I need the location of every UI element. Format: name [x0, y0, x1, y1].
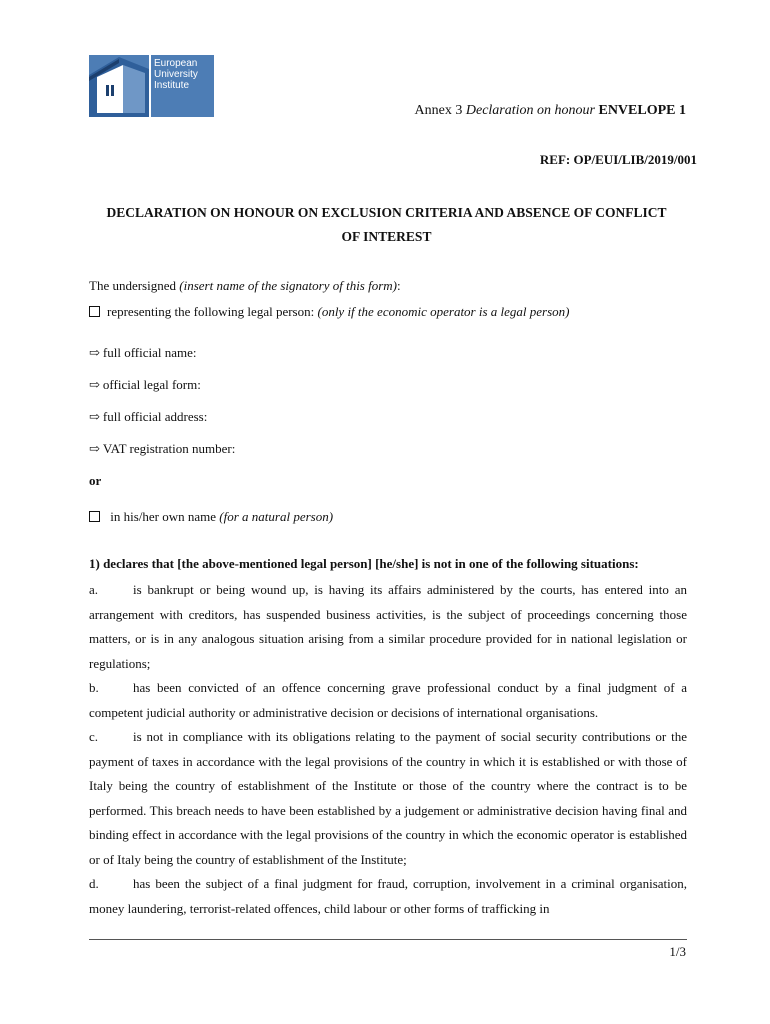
clause-b — [89, 676, 687, 725]
natural-person-label: in his/her own name — [107, 509, 220, 524]
or-separator: or — [89, 473, 102, 488]
annex-envelope: ENVELOPE 1 — [594, 103, 686, 118]
title-line-2: OF INTEREST — [341, 229, 432, 244]
undersigned-hint: (insert name of the signatory of this form) — [179, 278, 398, 293]
clause-text: is not in compliance with its obligations relating to the payment of social security contributions or the payment of taxes in accordance with the legal provisions of the country in which it is established or with those of Italy being the country of establishment of the Institute or those of the country where the contract is to be performed. This breach needs to have been established by a judgement or administrative decision having final and binding effect in accordance with the legal provisions of the country in which the economic operator is established or of Italy being the country of establishment of the Institute; — [89, 729, 687, 867]
footer-divider — [89, 939, 687, 940]
document-title — [89, 201, 684, 249]
field-official-legal-form — [89, 377, 201, 393]
eui-logo-icon — [89, 55, 149, 117]
field-full-official-name — [89, 345, 197, 361]
eui-logo — [89, 55, 214, 117]
reference-number: REF: OP/EUI/LIB/2019/001 — [539, 152, 697, 167]
undersigned-line — [89, 278, 401, 294]
logo-line-2: University — [154, 69, 198, 80]
field-vat-number — [89, 441, 235, 457]
section-1-heading: 1) declares that [the above-mentioned legal person] [he/she] is not in one of the following situations: — [89, 556, 639, 571]
legal-person-hint: (only if the economic operator is a legal person) — [317, 304, 570, 319]
annex-italic: Declaration on honour — [465, 103, 595, 118]
natural-person-checkbox[interactable] — [89, 511, 100, 522]
arrow-right-icon: ⇨ — [89, 377, 100, 392]
legal-person-option[interactable] — [89, 304, 570, 320]
undersigned-label: The undersigned — [89, 278, 180, 293]
title-line-1: DECLARATION ON HONOUR ON EXCLUSION CRITERIA AND ABSENCE OF CONFLICT — [106, 205, 667, 220]
natural-person-hint: (for a natural person) — [219, 509, 334, 524]
field-full-official-address — [89, 409, 207, 425]
clause-text: has been convicted of an offence concerning grave professional conduct by a final judgment of a competent judicial authority or administrative decision or decisions of international organisations. — [89, 680, 687, 720]
arrow-right-icon: ⇨ — [89, 441, 100, 456]
arrow-right-icon: ⇨ — [89, 409, 100, 424]
annex-heading — [415, 103, 686, 119]
clause-d — [89, 872, 687, 921]
legal-person-label: representing the following legal person: — [107, 304, 318, 319]
annex-prefix: Annex 3 — [414, 103, 466, 118]
natural-person-option[interactable] — [89, 509, 333, 525]
legal-person-checkbox[interactable] — [89, 306, 100, 317]
clause-c — [89, 725, 687, 872]
arrow-right-icon: ⇨ — [89, 345, 100, 360]
undersigned-colon: : — [397, 278, 401, 293]
field-label: full official address: — [102, 409, 208, 424]
logo-line-3: Institute — [154, 80, 190, 91]
clause-label: a. — [89, 582, 99, 597]
clause-text: is bankrupt or being wound up, is having its affairs administered by the courts, has entered into an arrangement with creditors, has suspended business activities, is the subject of proceedings concerning those matters, or is in any analogous situation arising from a similar procedure provided for in national legislation or regulations; — [89, 582, 687, 671]
clause-label: b. — [89, 680, 99, 695]
field-label: official legal form: — [102, 377, 201, 392]
logo-line-1: European — [154, 58, 198, 69]
field-label: VAT registration number: — [102, 441, 236, 456]
clause-label: c. — [89, 729, 99, 744]
eui-logo-text — [151, 55, 214, 117]
clause-label: d. — [89, 876, 99, 891]
field-label: full official name: — [102, 345, 197, 360]
clause-text: has been the subject of a final judgment for fraud, corruption, involvement in a criminal organisation, money laundering, terrorist-related offences, child labour or other forms of trafficking in — [89, 876, 687, 916]
clause-a — [89, 578, 687, 676]
page-number: 1/3 — [669, 944, 686, 959]
